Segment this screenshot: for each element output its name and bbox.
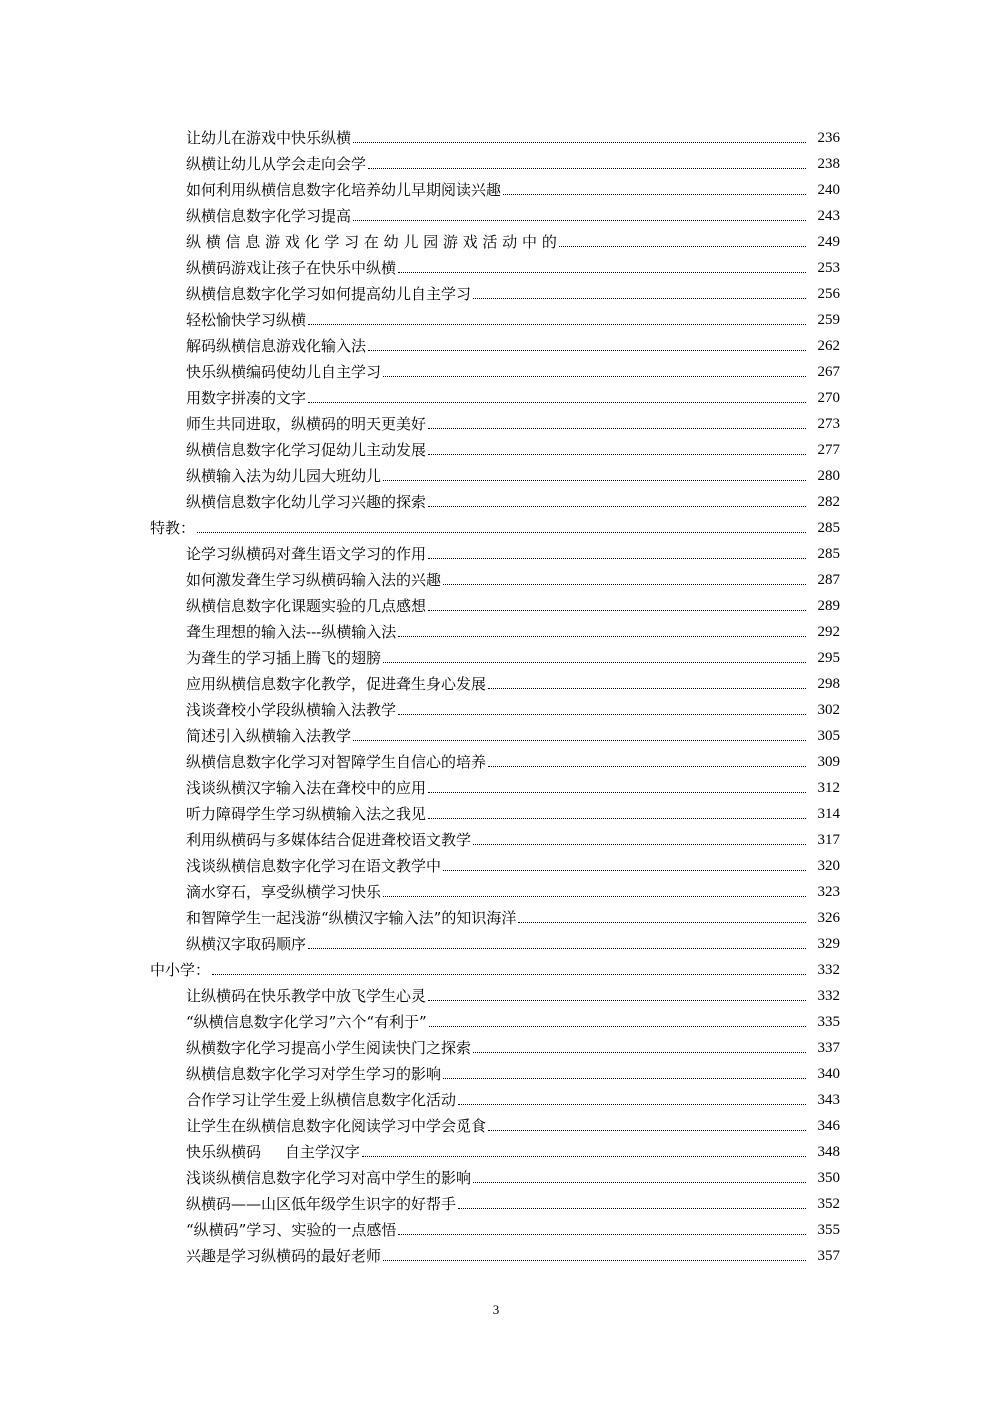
toc-dot-leader bbox=[398, 714, 806, 715]
toc-entry[interactable] bbox=[0, 1239, 992, 1265]
toc-dot-leader bbox=[473, 844, 806, 845]
toc-dot-leader bbox=[428, 428, 806, 429]
toc-entry-page-number: 305 bbox=[817, 728, 840, 744]
toc-entry[interactable] bbox=[0, 173, 992, 199]
toc-entry-page-number: 253 bbox=[817, 260, 840, 276]
toc-entry[interactable] bbox=[0, 745, 992, 771]
toc-dot-leader bbox=[398, 1234, 806, 1235]
toc-dot-leader bbox=[458, 1208, 806, 1209]
toc-entry-page-number: 280 bbox=[817, 468, 840, 484]
toc-entry-title: 纵横信息数字化幼儿学习兴趣的探索 bbox=[186, 493, 427, 511]
toc-entry-title: 纵横让幼儿从学会走向会学 bbox=[186, 155, 367, 173]
toc-dot-leader bbox=[383, 896, 806, 897]
toc-dot-leader bbox=[398, 272, 806, 273]
table-of-contents bbox=[0, 121, 992, 1265]
toc-entry-title: “纵横信息数字化学习”六个“有利于” bbox=[186, 1013, 427, 1031]
toc-entry-page-number: 243 bbox=[817, 208, 840, 224]
toc-entry-title: 纵横信息数字化学习对学生学习的影响 bbox=[186, 1065, 442, 1083]
toc-entry-page-number: 352 bbox=[817, 1196, 840, 1212]
toc-entry[interactable] bbox=[0, 927, 992, 953]
toc-entry-title: 和智障学生一起浅游“纵横汉字输入法”的知识海洋 bbox=[186, 909, 517, 927]
toc-dot-leader bbox=[428, 792, 806, 793]
toc-dot-leader bbox=[488, 1130, 806, 1131]
toc-dot-leader bbox=[368, 168, 806, 169]
toc-entry-title: 师生共同进取，纵横码的明天更美好 bbox=[186, 415, 427, 433]
toc-entry-page-number: 357 bbox=[817, 1248, 840, 1264]
toc-entry-title: 纵横信息数字化学习如何提高幼儿自主学习 bbox=[186, 285, 472, 303]
toc-dot-leader bbox=[473, 1182, 806, 1183]
toc-dot-leader bbox=[428, 610, 806, 611]
toc-entry[interactable] bbox=[0, 1187, 992, 1213]
toc-dot-leader bbox=[443, 870, 806, 871]
toc-entry-title: 让纵横码在快乐教学中放飞学生心灵 bbox=[186, 987, 427, 1005]
toc-entry-page-number: 295 bbox=[817, 650, 840, 666]
toc-entry-page-number: 267 bbox=[817, 364, 840, 380]
toc-entry-title: 纵横数字化学习提高小学生阅读快门之探索 bbox=[186, 1039, 472, 1057]
toc-dot-leader bbox=[488, 766, 806, 767]
toc-entry-page-number: 273 bbox=[817, 416, 840, 432]
toc-dot-leader bbox=[443, 1078, 806, 1079]
toc-dot-leader bbox=[398, 636, 806, 637]
toc-entry-title: 简述引入纵横输入法教学 bbox=[186, 727, 352, 745]
toc-entry[interactable] bbox=[0, 121, 992, 147]
toc-entry-title: 快乐纵横码 自主学汉字 bbox=[186, 1143, 360, 1161]
toc-entry-page-number: 314 bbox=[817, 806, 840, 822]
toc-entry[interactable] bbox=[0, 641, 992, 667]
toc-entry-title: 聋生理想的输入法---纵横输入法 bbox=[186, 623, 397, 641]
toc-entry-title: 为聋生的学习插上腾飞的翅膀 bbox=[186, 649, 382, 667]
toc-dot-leader bbox=[428, 558, 806, 559]
toc-entry-page-number: 335 bbox=[817, 1014, 840, 1030]
toc-entry-title: “纵横码”学习、实验的一点感悟 bbox=[186, 1221, 397, 1239]
toc-dot-leader bbox=[353, 220, 806, 221]
toc-dot-leader bbox=[428, 506, 806, 507]
toc-entry-page-number: 282 bbox=[817, 494, 840, 510]
toc-entry[interactable] bbox=[0, 485, 992, 511]
toc-entry[interactable] bbox=[0, 1161, 992, 1187]
toc-entry-title: 合作学习让学生爱上纵横信息数字化活动 bbox=[186, 1091, 457, 1109]
toc-dot-leader bbox=[428, 454, 806, 455]
toc-entry-page-number: 298 bbox=[817, 676, 840, 692]
toc-entry[interactable] bbox=[0, 849, 992, 875]
toc-entry[interactable] bbox=[0, 407, 992, 433]
toc-entry[interactable] bbox=[0, 147, 992, 173]
toc-section-heading[interactable] bbox=[0, 511, 992, 537]
toc-entry-page-number: 348 bbox=[817, 1144, 840, 1160]
toc-entry[interactable] bbox=[0, 225, 992, 251]
toc-entry-title: 滴水穿石，享受纵横学习快乐 bbox=[186, 883, 382, 901]
toc-dot-leader bbox=[503, 194, 806, 195]
toc-entry-title: 快乐纵横编码使幼儿自主学习 bbox=[186, 363, 382, 381]
toc-entry[interactable] bbox=[0, 277, 992, 303]
toc-dot-leader bbox=[383, 1260, 806, 1261]
toc-dot-leader bbox=[197, 532, 806, 533]
toc-entry[interactable] bbox=[0, 693, 992, 719]
toc-entry[interactable] bbox=[0, 823, 992, 849]
toc-entry[interactable] bbox=[0, 433, 992, 459]
toc-entry-page-number: 337 bbox=[817, 1040, 840, 1056]
toc-entry-title: 纵横信息数字化课题实验的几点感想 bbox=[186, 597, 427, 615]
toc-entry[interactable] bbox=[0, 355, 992, 381]
toc-dot-leader bbox=[443, 584, 806, 585]
toc-entry[interactable] bbox=[0, 537, 992, 563]
toc-entry[interactable] bbox=[0, 1109, 992, 1135]
toc-dot-leader bbox=[353, 740, 806, 741]
toc-entry[interactable] bbox=[0, 797, 992, 823]
toc-entry-title: 纵横信息数字化学习促幼儿主动发展 bbox=[186, 441, 427, 459]
toc-entry[interactable] bbox=[0, 1031, 992, 1057]
toc-entry-title: 听力障碍学生学习纵横输入法之我见 bbox=[186, 805, 427, 823]
toc-entry[interactable] bbox=[0, 459, 992, 485]
toc-entry-title: 利用纵横码与多媒体结合促进聋校语文教学 bbox=[186, 831, 472, 849]
toc-entry[interactable] bbox=[0, 303, 992, 329]
toc-entry[interactable] bbox=[0, 589, 992, 615]
toc-entry[interactable] bbox=[0, 667, 992, 693]
toc-entry-title: 浅谈纵横汉字输入法在聋校中的应用 bbox=[186, 779, 427, 797]
toc-entry[interactable] bbox=[0, 329, 992, 355]
toc-dot-leader bbox=[368, 350, 806, 351]
toc-dot-leader bbox=[383, 662, 806, 663]
toc-entry[interactable] bbox=[0, 199, 992, 225]
toc-dot-leader bbox=[308, 402, 806, 403]
toc-entry-page-number: 320 bbox=[817, 858, 840, 874]
toc-entry-page-number: 277 bbox=[817, 442, 840, 458]
toc-entry-title: 中小学： bbox=[150, 961, 211, 979]
toc-entry-page-number: 289 bbox=[817, 598, 840, 614]
toc-dot-leader bbox=[353, 142, 806, 143]
toc-entry-page-number: 262 bbox=[817, 338, 840, 354]
toc-dot-leader bbox=[308, 948, 806, 949]
toc-dot-leader bbox=[428, 1000, 806, 1001]
toc-dot-leader bbox=[362, 1156, 806, 1157]
toc-entry-title: 纵横码——山区低年级学生识字的好帮手 bbox=[186, 1195, 457, 1213]
toc-entry-page-number: 285 bbox=[817, 546, 840, 562]
toc-entry[interactable] bbox=[0, 901, 992, 927]
toc-dot-leader bbox=[428, 818, 806, 819]
toc-entry-page-number: 292 bbox=[817, 624, 840, 640]
toc-entry-page-number: 270 bbox=[817, 390, 840, 406]
toc-dot-leader bbox=[383, 376, 806, 377]
toc-entry-page-number: 332 bbox=[817, 988, 840, 1004]
toc-entry-page-number: 329 bbox=[817, 936, 840, 952]
toc-entry-title: 如何激发聋生学习纵横码输入法的兴趣 bbox=[186, 571, 442, 589]
toc-dot-leader bbox=[458, 1104, 806, 1105]
toc-entry-title: 用数字拼凑的文字 bbox=[186, 389, 307, 407]
toc-entry-page-number: 346 bbox=[817, 1118, 840, 1134]
toc-entry-page-number: 343 bbox=[817, 1092, 840, 1108]
toc-entry-page-number: 238 bbox=[817, 156, 840, 172]
toc-entry-title: 纵横码游戏让孩子在快乐中纵横 bbox=[186, 259, 397, 277]
toc-entry-title: 如何利用纵横信息数字化培养幼儿早期阅读兴趣 bbox=[186, 181, 502, 199]
toc-entry-title: 特教： bbox=[150, 519, 196, 537]
toc-dot-leader bbox=[473, 298, 806, 299]
toc-entry[interactable] bbox=[0, 719, 992, 745]
toc-entry-page-number: 236 bbox=[817, 130, 840, 146]
page-number: 3 bbox=[492, 1302, 500, 1317]
toc-entry[interactable] bbox=[0, 251, 992, 277]
toc-entry-page-number: 332 bbox=[817, 962, 840, 978]
toc-entry-title: 兴趣是学习纵横码的最好老师 bbox=[186, 1247, 382, 1265]
toc-entry[interactable] bbox=[0, 615, 992, 641]
toc-entry-title: 纵横输入法为幼儿园大班幼儿 bbox=[186, 467, 382, 485]
toc-entry-page-number: 309 bbox=[817, 754, 840, 770]
toc-entry[interactable] bbox=[0, 771, 992, 797]
toc-entry-title: 纵 横 信 息 游 戏 化 学 习 在 幼 儿 园 游 戏 活 动 中 的 bbox=[186, 233, 557, 251]
toc-dot-leader bbox=[383, 480, 806, 481]
toc-entry[interactable] bbox=[0, 1213, 992, 1239]
toc-dot-leader bbox=[308, 324, 806, 325]
toc-entry-page-number: 323 bbox=[817, 884, 840, 900]
toc-entry-page-number: 256 bbox=[817, 286, 840, 302]
toc-entry[interactable] bbox=[0, 381, 992, 407]
toc-entry-page-number: 312 bbox=[817, 780, 840, 796]
toc-entry-title: 浅谈纵横信息数字化学习对高中学生的影响 bbox=[186, 1169, 472, 1187]
toc-entry-page-number: 259 bbox=[817, 312, 840, 328]
toc-entry-page-number: 287 bbox=[817, 572, 840, 588]
toc-dot-leader bbox=[518, 922, 806, 923]
toc-entry-page-number: 302 bbox=[817, 702, 840, 718]
toc-entry-page-number: 285 bbox=[817, 520, 840, 536]
toc-entry[interactable] bbox=[0, 1057, 992, 1083]
toc-entry-title: 应用纵横信息数字化教学，促进聋生身心发展 bbox=[186, 675, 487, 693]
toc-entry-page-number: 240 bbox=[817, 182, 840, 198]
toc-entry-page-number: 317 bbox=[817, 832, 840, 848]
toc-dot-leader bbox=[212, 974, 806, 975]
toc-entry[interactable] bbox=[0, 875, 992, 901]
toc-entry-title: 纵横信息数字化学习对智障学生自信心的培养 bbox=[186, 753, 487, 771]
toc-entry-title: 解码纵横信息游戏化输入法 bbox=[186, 337, 367, 355]
toc-entry[interactable] bbox=[0, 1083, 992, 1109]
toc-entry[interactable] bbox=[0, 1135, 992, 1161]
toc-entry-page-number: 326 bbox=[817, 910, 840, 926]
toc-dot-leader bbox=[429, 1026, 806, 1027]
toc-entry-title: 让学生在纵横信息数字化阅读学习中学会觅食 bbox=[186, 1117, 487, 1135]
toc-entry-page-number: 340 bbox=[817, 1066, 840, 1082]
toc-dot-leader bbox=[488, 688, 806, 689]
toc-entry-title: 浅谈聋校小学段纵横输入法教学 bbox=[186, 701, 397, 719]
toc-dot-leader bbox=[559, 246, 806, 247]
toc-entry-page-number: 249 bbox=[817, 234, 840, 250]
toc-dot-leader bbox=[473, 1052, 806, 1053]
toc-entry[interactable] bbox=[0, 979, 992, 1005]
toc-entry-page-number: 350 bbox=[817, 1170, 840, 1186]
toc-entry-title: 浅谈纵横信息数字化学习在语文教学中 bbox=[186, 857, 442, 875]
toc-entry-page-number: 355 bbox=[817, 1222, 840, 1238]
toc-entry-title: 纵横信息数字化学习提高 bbox=[186, 207, 352, 225]
toc-entry-title: 让幼儿在游戏中快乐纵横 bbox=[186, 129, 352, 147]
toc-entry-title: 轻松愉快学习纵横 bbox=[186, 311, 307, 329]
toc-entry[interactable] bbox=[0, 1005, 992, 1031]
toc-entry-title: 论学习纵横码对聋生语文学习的作用 bbox=[186, 545, 427, 563]
toc-entry[interactable] bbox=[0, 563, 992, 589]
toc-section-heading[interactable] bbox=[0, 953, 992, 979]
toc-entry-title: 纵横汉字取码顺序 bbox=[186, 935, 307, 953]
